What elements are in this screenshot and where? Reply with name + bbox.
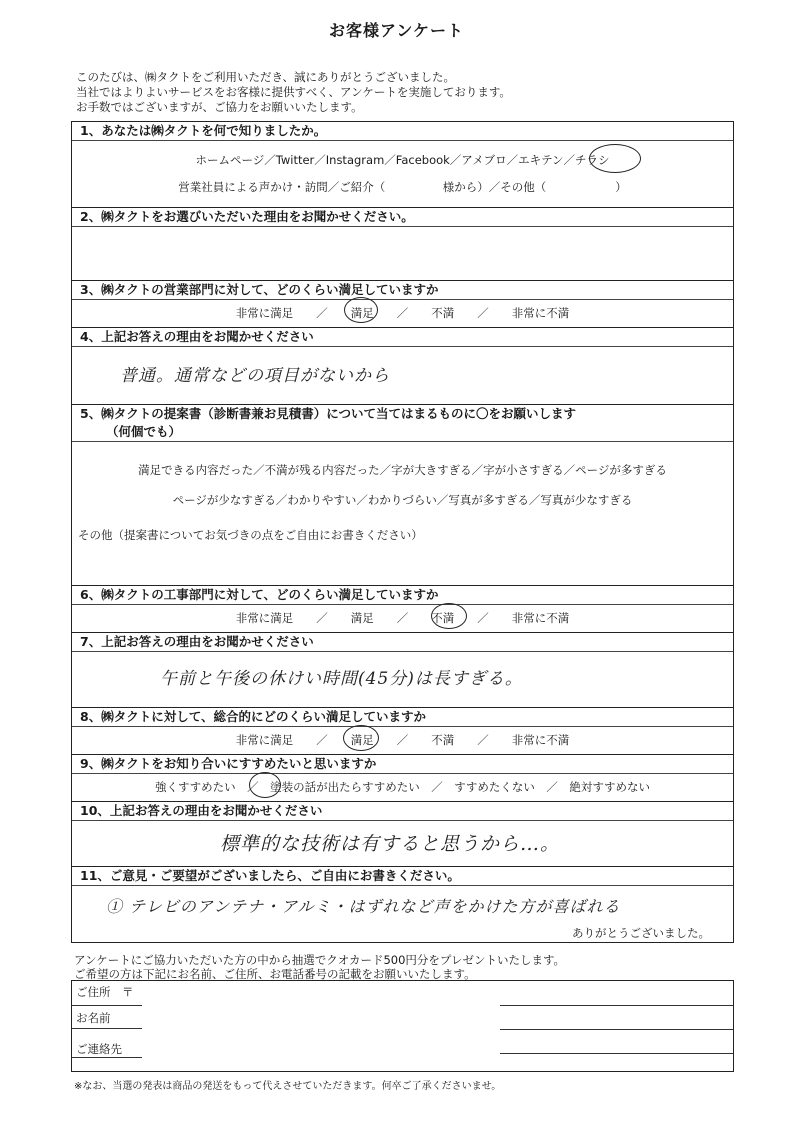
contact-box: [71, 980, 734, 1072]
q7-label: 7、上記お答えの理由をお聞かせください: [72, 632, 733, 652]
q3-options: 非常に満足 ／ 満足 ／ 不満 ／ 非常に不満: [235, 306, 570, 320]
q3-label: 3、㈱タクトの営業部門に対して、どのくらい満足していますか: [72, 280, 733, 300]
footnote: ※なお、当選の発表は商品の発送をもって代えさせていただきます。何卒ご了承くださいませ。: [74, 1081, 502, 1092]
q6-answer-area: [72, 605, 733, 629]
q2-answer-area[interactable]: [72, 227, 733, 275]
name-label: お名前: [76, 1011, 111, 1025]
q9-answer-area: [72, 774, 733, 798]
intro-line: お手数ではございますが、ご協力をお願いいたします。: [76, 100, 363, 114]
q1-label: 1、あなたは㈱タクトを何で知りましたか。: [72, 122, 733, 141]
prize-notice: [74, 953, 565, 981]
q4-answer-area[interactable]: [72, 347, 733, 401]
page-title: お客様アンケート: [328, 21, 465, 40]
q2-label: 2、㈱タクトをお選びいただいた理由をお聞かせください。: [72, 207, 733, 227]
q1-selection-circle: [589, 144, 641, 173]
q3-selection-circle: [344, 297, 378, 323]
q1-options-line2: 営業社員による声かけ・訪問／ご紹介（ 様から）／その他（ ）: [178, 180, 627, 194]
prize-line: ご希望の方は下記にお名前、ご住所、お電話番号の記載をお願いいたします。: [74, 967, 476, 981]
intro-line: 当社ではよりよいサービスをお客様に提供すべく、アンケートを実施しております。: [76, 85, 511, 99]
phone-line-right: [500, 1053, 733, 1054]
q5-answer-area: [72, 442, 733, 582]
q11-handwritten-answer: ① テレビのアンテナ・アルミ・はずれなど声をかけた方が喜ばれる: [106, 897, 621, 916]
q4-label: 4、上記お答えの理由をお聞かせください: [72, 327, 733, 347]
q1-options-line1: ホームページ／Twitter／Instagram／Facebook／アメブロ／エキテン／チラシ: [195, 153, 610, 167]
q5-label-text: 5、㈱タクトの提案書（診断書兼お見積書）について当てはまるものに〇をお願いします: [80, 406, 576, 421]
q8-answer-area: [72, 727, 733, 751]
name-underline: [72, 1028, 142, 1029]
q9-options: 強くすすめたい ／ 塗装の話が出たらすすめたい ／ すすめたくない ／ 絶対すすめない: [155, 780, 650, 794]
phone-underline: [72, 1057, 142, 1058]
q8-label: 8、㈱タクトに対して、総合的にどのくらい満足していますか: [72, 707, 733, 727]
q1-answer-area: [72, 141, 733, 197]
q6-selection-circle: [431, 603, 467, 629]
intro-line: このたびは、㈱タクトをご利用いただき、誠にありがとうございました。: [76, 70, 456, 84]
q3-answer-area: [72, 300, 733, 324]
q9-label: 9、㈱タクトをお知り合いにすすめたいと思いますか: [72, 754, 733, 774]
q5-label: [72, 404, 733, 442]
q5-options-line1: 満足できる内容だった／不満が残る内容だった／字が大きすぎる／字が小さすぎる／ページが多すぎる: [138, 463, 667, 477]
address-label: ご住所 〒: [76, 985, 134, 999]
q8-selection-circle: [343, 725, 379, 751]
q7-answer-area[interactable]: [72, 652, 733, 705]
address-line-right: [500, 1005, 733, 1006]
q5-label-sub: （何個でも）: [106, 424, 182, 439]
q11-label: 11、ご意見・ご要望がございましたら、ご自由にお書きください。: [72, 866, 733, 886]
address-underline: [72, 1005, 142, 1006]
q10-label: 10、上記お答えの理由をお聞かせください: [72, 801, 733, 821]
thanks-text: ありがとうございました。: [572, 926, 710, 940]
q6-label: 6、㈱タクトの工事部門に対して、どのくらい満足していますか: [72, 585, 733, 605]
q10-answer-area[interactable]: [72, 821, 733, 867]
q7-handwritten-answer: 午前と午後の休けい時間(45分)は長すぎる。: [160, 669, 523, 689]
q8-options: 非常に満足 ／ 満足 ／ 不満 ／ 非常に不満: [235, 733, 570, 747]
q4-handwritten-answer: 普通。通常などの項目がないから: [120, 366, 390, 386]
q6-options: 非常に満足 ／ 満足 ／ 不満 ／ 非常に不満: [235, 611, 570, 625]
survey-form: [71, 121, 734, 943]
intro-text: [76, 70, 511, 115]
q10-handwritten-answer: 標準的な技術は有すると思うから…。: [220, 833, 561, 855]
name-line-right: [500, 1029, 733, 1030]
prize-line: アンケートにご協力いただいた方の中から抽選でクオカード500円分をプレゼントいたします。: [74, 953, 566, 967]
q9-selection-circle: [249, 772, 281, 798]
q5-other-label: その他（提案書についてお気づきの点をご自由にお書きください）: [78, 528, 423, 542]
phone-label: ご連絡先: [76, 1042, 122, 1056]
q5-options-line2: ページが少なすぎる／わかりやすい／わかりづらい／写真が多すぎる／写真が少なすぎる: [172, 493, 633, 507]
